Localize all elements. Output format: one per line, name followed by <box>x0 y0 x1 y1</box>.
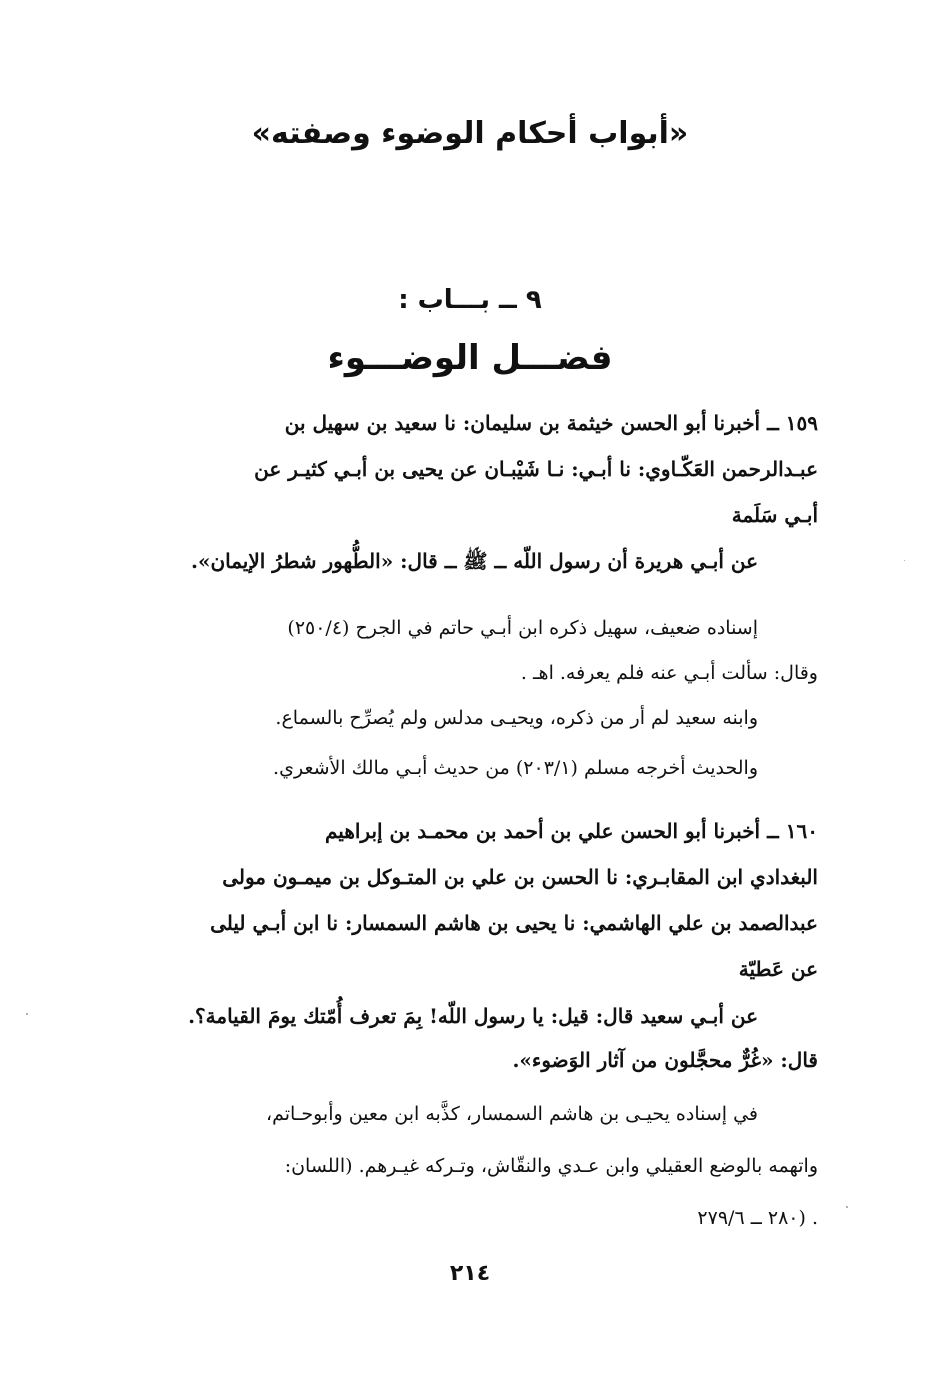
scan-speck <box>846 1206 848 1208</box>
page-number: ٢١٤ <box>449 1261 491 1286</box>
scan-speck <box>904 560 905 561</box>
note-line: وقال: سألت أبـي عنه فلم يعرفه. اهـ . <box>520 662 818 684</box>
hadith-159-isnad-line: أبـي سَلَمة <box>731 503 818 527</box>
note-line: إسناده ضعيف، سهيل ذكره ابن أبـي حاتم في الجرح (٢٥٠/٤) <box>287 617 758 639</box>
hadith-160-matn: قال: «غُرٌّ محجَّلون من آثار الوَضوء». <box>512 1048 818 1072</box>
hadith-159-matn: عن أبـي هريرة أن رسول اللّه ــ ﷺ ــ قال: «الطُّهور شطرُ الإيمان». <box>190 549 758 573</box>
note-line: والحديث أخرجه مسلم (٢٠٣/١) من حديث أبـي مالك الأشعري. <box>273 757 758 779</box>
section-title: «أبواب أحكام الوضوء وصفته» <box>251 116 689 151</box>
note-line: واتهمه بالوضع العقيلي وابن عـدي والنقّاش، وتـركه غيـرهم. (اللسان: <box>284 1155 818 1177</box>
hadith-160 <box>118 808 818 1080</box>
scan-speck <box>26 1013 28 1015</box>
note-line: وابنه سعيد لم أر من ذكره، ويحيـى مدلس ولم يُصرِّح بالسماع. <box>275 707 758 729</box>
chapter-title: فضـــل الوضـــوء <box>327 338 613 378</box>
hadith-160-isnad-line: ١٦٠ ــ أخبرنا أبو الحسن علي بن أحمد بن محمـد بن إبراهيم <box>324 819 818 843</box>
hadith-159 <box>118 400 818 584</box>
hadith-159-isnad-line: ١٥٩ ــ أخبرنا أبو الحسن خيثمة بن سليمان: نا سعيد بن سهيل بن <box>284 411 818 435</box>
chapter-number: ٩ ــ بـــاب : <box>398 285 542 315</box>
hadith-159-notes <box>118 603 818 793</box>
hadith-160-matn: عن أبـي سعيد قال: قيل: يا رسول اللّه! بِمَ تعرف أُمّتك يومَ القيامة؟. <box>188 1004 758 1028</box>
note-line: في إسناده يحيـى بن هاشم السمسار، كذَّبه ابن معين وأبوحـاتم، <box>265 1103 758 1125</box>
hadith-160-isnad-line: عبدالصمد بن علي الهاشمي: نا يحيى بن هاشم السمسار: نا ابن أبـي ليلى <box>210 911 818 935</box>
hadith-159-isnad-line: عبـدالرحمن العَكّـاوي: نا أبـي: نـا شَيْبـان عن يحيى بن أبـي كثيـر عن <box>254 457 818 481</box>
note-line: . (٢٨٠ ــ ٢٧٩/٦ <box>697 1207 818 1229</box>
hadith-160-isnad-line: البغدادي ابن المقابـري: نا الحسن بن علي بن المتـوكل بن ميمـون مولى <box>222 865 818 889</box>
hadith-160-notes <box>118 1088 818 1244</box>
hadith-160-isnad-line: عن عَطيّة <box>738 957 818 981</box>
